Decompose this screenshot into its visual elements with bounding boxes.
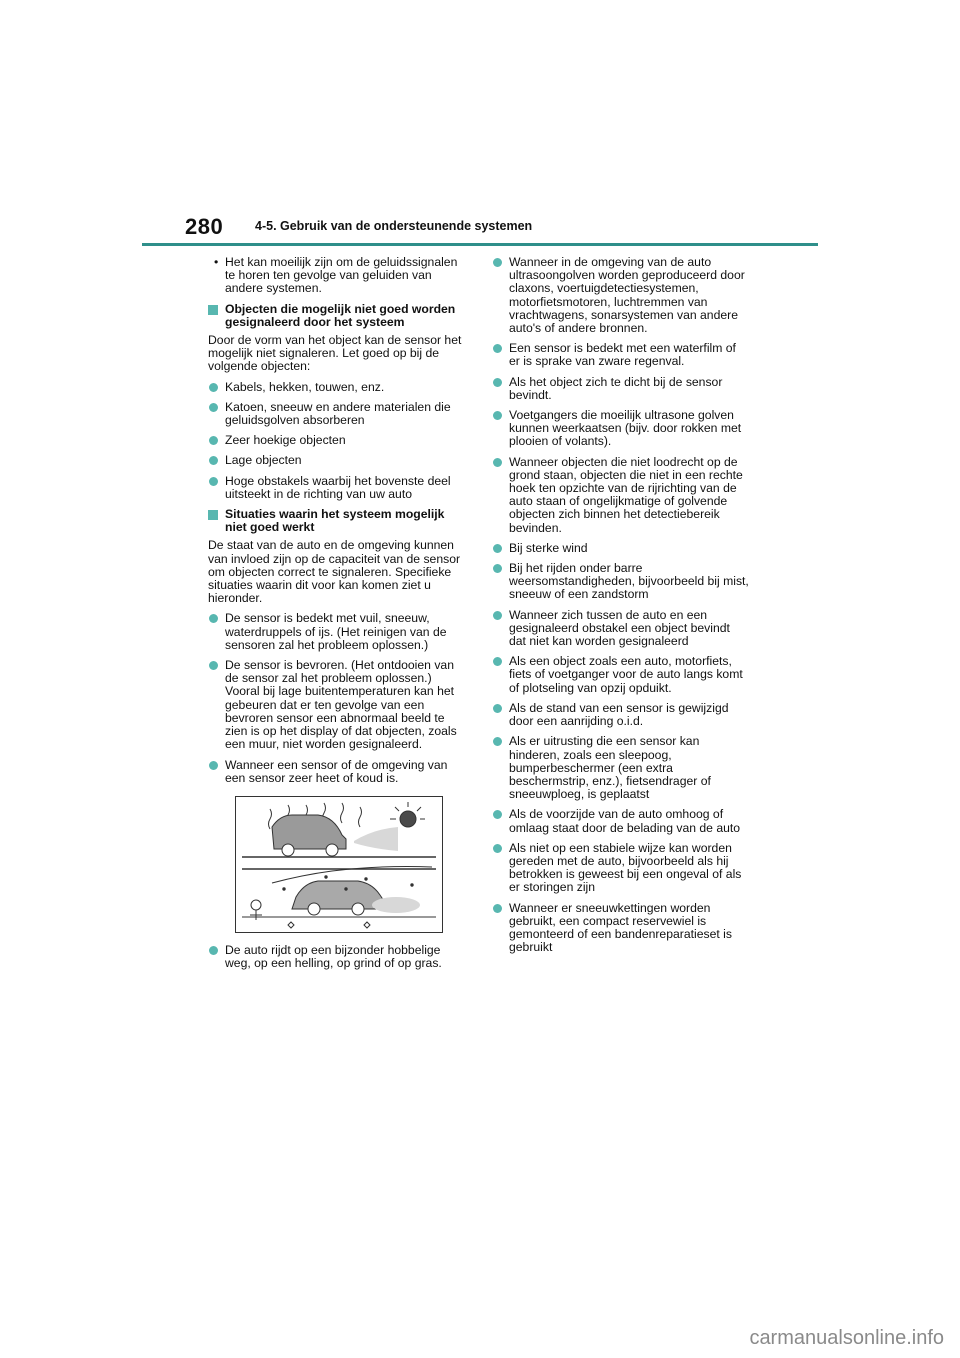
- list-item-text: Als niet op een stabiele wijze kan worden gereden met de auto, bijvoorbeeld als hij betrokken is geweest bij een ongeval of als er storingen zijn: [509, 840, 742, 895]
- list-item-text: Hoge obstakels waarbij het bovenste deel uitsteekt in de richting van uw auto: [225, 473, 451, 501]
- list-item: [492, 902, 750, 955]
- square-bullet-icon: [208, 305, 218, 315]
- section-heading: [208, 303, 466, 329]
- list-item-text: Zeer hoekige objecten: [225, 433, 346, 448]
- bullet-icon: [493, 810, 502, 819]
- list-item: [492, 808, 750, 834]
- bullet-icon: [493, 378, 502, 387]
- bullet-icon: [493, 564, 502, 573]
- list-item: [208, 612, 466, 652]
- bullet-icon: [209, 761, 218, 770]
- bullet-icon: [209, 661, 218, 670]
- list-item-text: Wanneer een sensor of de omgeving van een sensor zeer heet of koud is.: [225, 757, 448, 785]
- section-title: 4-5. Gebruik van de ondersteunende systemen: [255, 219, 533, 233]
- bullet-icon: [493, 258, 502, 267]
- bullet-icon: [493, 844, 502, 853]
- dot-list-item: [208, 256, 466, 296]
- list-item-text: Voetgangers die moeilijk ultrasone golven kunnen weerkaatsen (bijv. door rokken met plooien of volants).: [509, 408, 742, 449]
- bullet-icon: [493, 544, 502, 553]
- list-item-text: Wanneer in de omgeving van de auto ultrasoongolven worden geproduceerd door claxons, voertuigdetectiesystemen, motorfietsmotoren, luchtremmen van vrachtwagens, sonarsystemen van andere auto's of andere bronnen.: [509, 255, 745, 336]
- list-item: [492, 609, 750, 649]
- list-item-text: De auto rijdt op een bijzonder hobbelige weg, op een helling, op grind of op gras.: [225, 942, 442, 971]
- bullet-icon: [209, 403, 218, 412]
- list-item: [492, 342, 750, 368]
- bullet-icon: [493, 737, 502, 746]
- bullet-icon: [493, 411, 502, 420]
- list-item: [492, 409, 750, 449]
- bullet-icon: [493, 458, 502, 467]
- bullet-icon: [209, 614, 218, 623]
- heading-text: Situaties waarin het systeem mogelijk niet goed werkt: [225, 507, 445, 535]
- left-column: [208, 256, 466, 977]
- dot-item-text: Het kan moeilijk zijn om de geluidssignalen te horen ten gevolge van geluiden van andere systemen.: [225, 255, 458, 296]
- list-item: [492, 655, 750, 695]
- list-item-text: Als de stand van een sensor is gewijzigd door een aanrijding o.i.d.: [509, 700, 729, 729]
- list-item: [208, 381, 466, 394]
- bullet-icon: [493, 704, 502, 713]
- list-item-text: Kabels, hekken, touwen, enz.: [225, 379, 385, 394]
- list-item: [492, 702, 750, 728]
- list-item: [208, 659, 466, 751]
- page-number: 280: [185, 214, 224, 239]
- square-bullet-icon: [208, 510, 218, 520]
- list-item: [492, 735, 750, 801]
- bullet-icon: [493, 657, 502, 666]
- bullet-icon: [209, 946, 218, 955]
- list-item: [492, 256, 750, 335]
- list-item: [208, 759, 466, 785]
- bullet-icon: [209, 456, 218, 465]
- bullet-icon: [209, 477, 218, 486]
- list-item-text: Als het object zich te dicht bij de sensor bevindt.: [509, 374, 723, 402]
- paragraph: De staat van de auto en de omgeving kunnen van invloed zijn op de capaciteit van de sensor om objecten correct te signaleren. Specifieke situaties waarin dit voor kan komen ziet u hieronder.: [208, 538, 461, 606]
- list-item: [492, 842, 750, 895]
- heading-text: Objecten die mogelijk niet goed worden gesignaleerd door het systeem: [225, 301, 456, 329]
- bullet-icon: [209, 383, 218, 392]
- hot-weather-scene: [242, 802, 436, 857]
- list-item-text: Als een object zoals een auto, motorfiets, fiets of voetganger voor de auto langs komt of plotseling van opzij opduikt.: [509, 654, 743, 695]
- watermark: carmanualsonline.info: [749, 1327, 944, 1349]
- dot-bullet: •: [214, 255, 219, 269]
- sensor-conditions-illustration: [235, 796, 443, 933]
- list-item-text: Lage objecten: [225, 453, 302, 468]
- list-item-text: De sensor is bevroren. (Het ontdooien van de sensor zal het probleem oplossen.) Vooral bij lage buitentemperaturen kan het gebeuren dat er ten gevolge van een bevroren sensor een abnormaal beeld te zien is op het display of dat objecten, zoals een muur, niet worden gesignaleerd.: [225, 658, 457, 752]
- list-item-text: Als er uitrusting die een sensor kan hinderen, zoals een sleepoog, bumperbeschermer (een extra beschermstrip, enz.), fietsendrager of sneeuwploeg, is geplaatst: [509, 734, 711, 802]
- list-item-text: Wanneer er sneeuwkettingen worden gebruikt, een compact reservewiel is gemonteerd of een bandenreparatieset is gebruikt: [509, 900, 732, 955]
- list-item: [208, 434, 466, 447]
- list-item: [492, 456, 750, 535]
- list-item: [492, 542, 750, 555]
- list-item-text: Bij sterke wind: [509, 540, 588, 555]
- list-item-text: Wanneer objecten die niet loodrecht op de grond staan, objecten die niet in een rechte hoek ten opzichte van de rijrichting van de auto staan of ongelijkmatige of golvende objecten zich binnen het detectiebereik bevinden.: [509, 454, 743, 535]
- list-item: [208, 454, 466, 467]
- list-item-text: Katoen, sneeuw en andere materialen die geluidsgolven absorberen: [225, 399, 451, 428]
- bullet-icon: [493, 904, 502, 913]
- bullet-icon: [209, 436, 218, 445]
- list-item: [208, 475, 466, 501]
- list-item-text: Een sensor is bedekt met een waterfilm of er is sprake van zware regenval.: [509, 341, 736, 369]
- bullet-icon: [493, 344, 502, 353]
- bullet-icon: [493, 611, 502, 620]
- list-item: [492, 562, 750, 602]
- list-item: [492, 376, 750, 402]
- section-heading: [208, 508, 466, 534]
- list-item: [208, 401, 466, 427]
- list-item-text: De sensor is bedekt met vuil, sneeuw, waterdruppels of ijs. (Het reinigen van de sensoren zal het probleem oplossen.): [225, 611, 447, 652]
- right-column: [492, 256, 750, 961]
- header-rule: [142, 243, 818, 246]
- list-item: [208, 944, 466, 970]
- paragraph: Door de vorm van het object kan de sensor het mogelijk niet signaleren. Let goed op bij de volgende objecten:: [208, 333, 462, 374]
- list-item-text: Bij het rijden onder barre weersomstandigheden, bijvoorbeeld bij mist, sneeuw of een zandstorm: [509, 561, 749, 602]
- snow-weather-scene: [242, 866, 436, 928]
- list-item-text: Als de voorzijde van de auto omhoog of omlaag staat door de belading van de auto: [509, 807, 741, 835]
- list-item-text: Wanneer zich tussen de auto en een gesignaleerd obstakel een object bevindt dat niet kan worden gesignaleerd: [509, 607, 730, 649]
